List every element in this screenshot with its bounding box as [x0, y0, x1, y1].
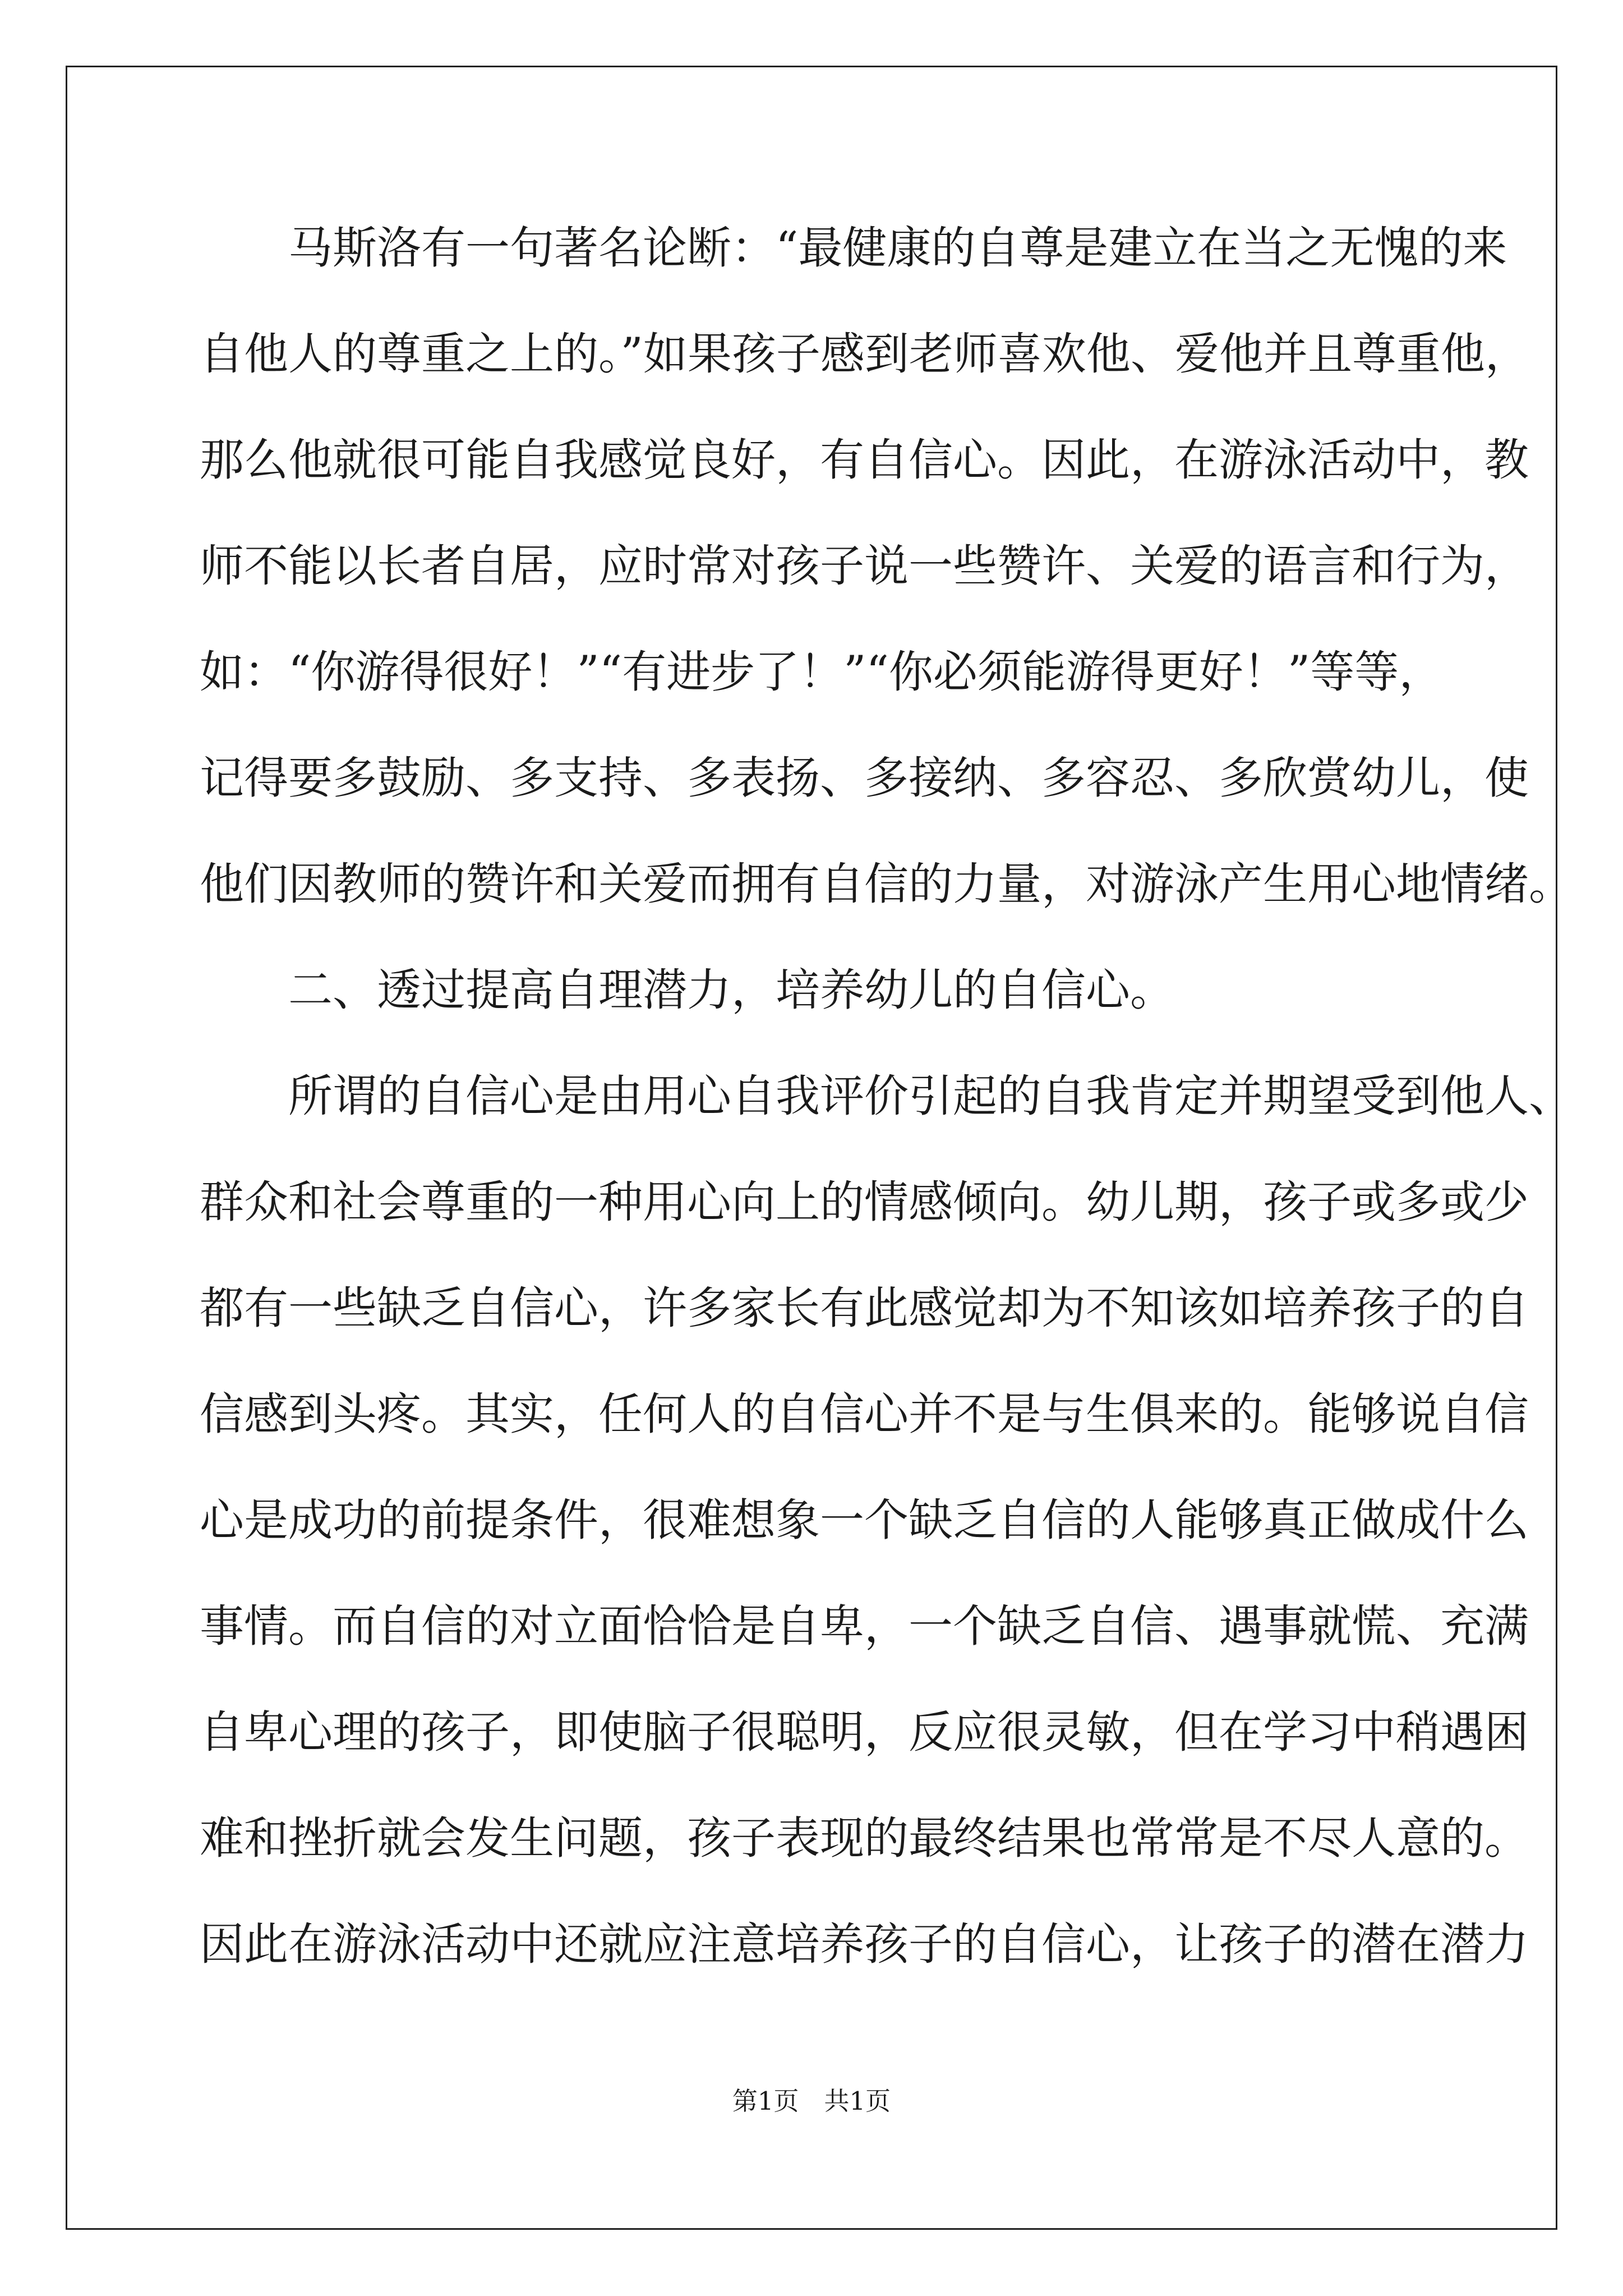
paragraph-line: 自他人的尊重之上的。”如果孩子感到老师喜欢他、爱他并且尊重他， [200, 328, 1529, 380]
paragraph-line: 难和挫折就会发生问题，孩子表现的最终结果也常常是不尽人意的。 [200, 1812, 1529, 1864]
paragraph-line: 因此在游泳活动中还就应注意培养孩子的自信心，让孩子的潜在潜力 [200, 1918, 1529, 1970]
paragraph-line: 师不能以长者自居，应时常对孩子说一些赞许、关爱的语言和行为， [200, 540, 1529, 592]
paragraph-line: 都有一些缺乏自信心，许多家长有此感觉却为不知该如培养孩子的自 [200, 1282, 1529, 1334]
page-footer: 第1页 共1页 [732, 2086, 891, 2116]
paragraph-line: 信感到头疼。其实，任何人的自信心并不是与生俱来的。能够说自信 [200, 1388, 1529, 1440]
paragraph-line: 群众和社会尊重的一种用心向上的情感倾向。幼儿期，孩子或多或少 [200, 1176, 1529, 1228]
paragraph-line: 所谓的自信心是由用心自我评价引起的自我肯定并期望受到他人、 [200, 1070, 1573, 1122]
paragraph-line: 那么他就很可能自我感觉良好，有自信心。因此，在游泳活动中，教 [200, 434, 1529, 486]
paragraph-line: 马斯洛有一句著名论断：“最健康的自尊是建立在当之无愧的来 [200, 222, 1507, 274]
paragraph-line: 自卑心理的孩子，即使脑子很聪明，反应很灵敏，但在学习中稍遇困 [200, 1706, 1529, 1758]
paragraph-line: 心是成功的前提条件，很难想象一个缺乏自信的人能够真正做成什么 [200, 1494, 1529, 1546]
paragraph-line: 事情。而自信的对立面恰恰是自卑，一个缺乏自信、遇事就慌、充满 [200, 1600, 1529, 1652]
paragraph-line: 如：“你游得很好！”“有进步了！”“你必须能游得更好！”等等， [200, 646, 1444, 698]
paragraph-line: 记得要多鼓励、多支持、多表扬、多接纳、多容忍、多欣赏幼儿，使 [200, 752, 1529, 804]
section-heading: 二、透过提高自理潜力，培养幼儿的自信心。 [200, 964, 1174, 1016]
paragraph-line: 他们因教师的赞许和关爱而拥有自信的力量，对游泳产生用心地情绪。 [200, 858, 1573, 910]
